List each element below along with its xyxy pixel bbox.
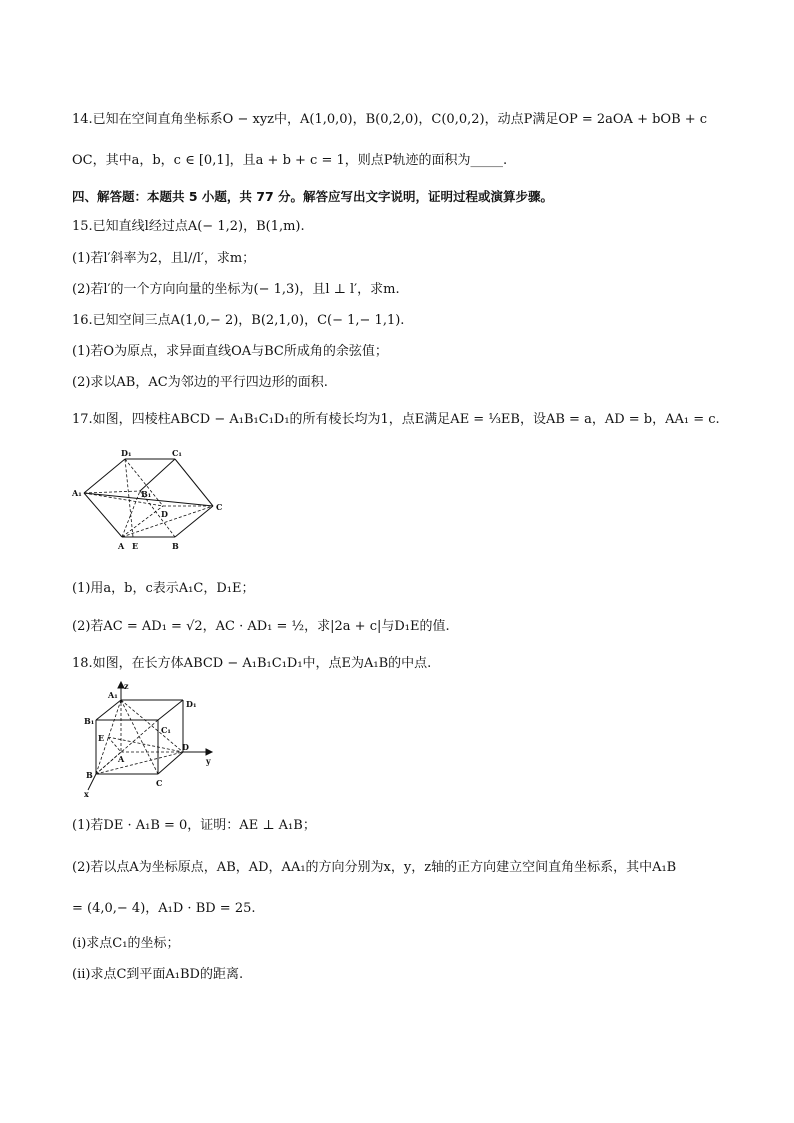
label-D1: D₁ [121, 448, 132, 458]
q18-subpart-ii: (ⅱ)求点C到平面A₁BD的距离. [72, 967, 244, 982]
q18-part2-line2: = (4,0,− 4)，A₁D · BD = 25. [72, 901, 256, 916]
q17-figure [70, 444, 240, 559]
q18-part2-line1: (2)若以点A为坐标原点，AB，AD，AA₁的方向分别为x，y，z轴的正方向建立空间直角坐标系，其中A₁B [72, 860, 677, 875]
axis-x-label: x [84, 789, 89, 799]
axis-z-label: z [124, 681, 129, 691]
q16-part1: (1)若O为原点，求异面直线OA与BC所成角的余弦值； [72, 344, 388, 359]
label-B1: B₁ [141, 489, 152, 499]
label-C1: C₁ [172, 448, 182, 458]
label-B: B [86, 770, 93, 780]
q18-stem: 18.如图，在长方体ABCD − A₁B₁C₁D₁中，点E为A₁B的中点. [72, 656, 432, 671]
label-B: B [172, 541, 179, 551]
label-A: A [118, 754, 125, 764]
q18-part1: (1)若DE · A₁B = 0，证明：AE ⊥ A₁B； [72, 818, 316, 833]
q14-line2: OC，其中a，b，c ∈ [0,1]，且a + b + c = 1，则点P轨迹的面积为_____. [72, 153, 508, 168]
label-B1: B₁ [84, 716, 95, 726]
label-A1: A₁ [108, 690, 118, 700]
label-D1: D₁ [186, 699, 197, 709]
label-C: C [156, 778, 163, 788]
q17-part2: (2)若AC = AD₁ = √2，AC · AD₁ = ½，求|2a + c|与D₁E的值. [72, 619, 450, 634]
q14-line1: 14.已知在空间直角坐标系O − xyz中，A(1,0,0)，B(0,2,0)，C(0,0,2)，动点P满足OP = 2aOA + bOB + c [72, 112, 708, 127]
q17-stem: 17.如图，四棱柱ABCD − A₁B₁C₁D₁的所有棱长均为1，点E满足AE = ⅓EB，设AB = a，AD = b，AA₁ = c. [72, 412, 720, 427]
label-D: D [182, 742, 189, 752]
label-E: E [98, 733, 105, 743]
q16-part2: (2)求以AB，AC为邻边的平行四边形的面积. [72, 375, 328, 390]
section-heading: 四、解答题：本题共 5 小题，共 77 分。解答应写出文字说明，证明过程或演算步骤。 [72, 189, 554, 204]
q15-part2: (2)若l′的一个方向向量的坐标为(− 1,3)，且l ⊥ l′，求m. [72, 282, 400, 297]
q18-figure [78, 680, 223, 800]
q18-subpart-i: (ⅰ)求点C₁的坐标； [72, 936, 180, 951]
label-A1: A₁ [72, 488, 82, 498]
q15-stem: 15.已知直线l经过点A(− 1,2)，B(1,m). [72, 219, 305, 234]
q16-stem: 16.已知空间三点A(1,0,− 2)，B(2,1,0)，C(− 1,− 1,1). [72, 313, 405, 328]
label-E: E [132, 541, 139, 551]
label-C: C [216, 502, 223, 512]
axis-y-label: y [206, 756, 211, 766]
label-C1: C₁ [161, 725, 171, 735]
q17-part1: (1)用a，b，c表示A₁C，D₁E； [72, 581, 255, 596]
q15-part1: (1)若l′斜率为2，且l//l′，求m； [72, 251, 256, 266]
label-A: A [118, 541, 125, 551]
label-D: D [161, 509, 168, 519]
